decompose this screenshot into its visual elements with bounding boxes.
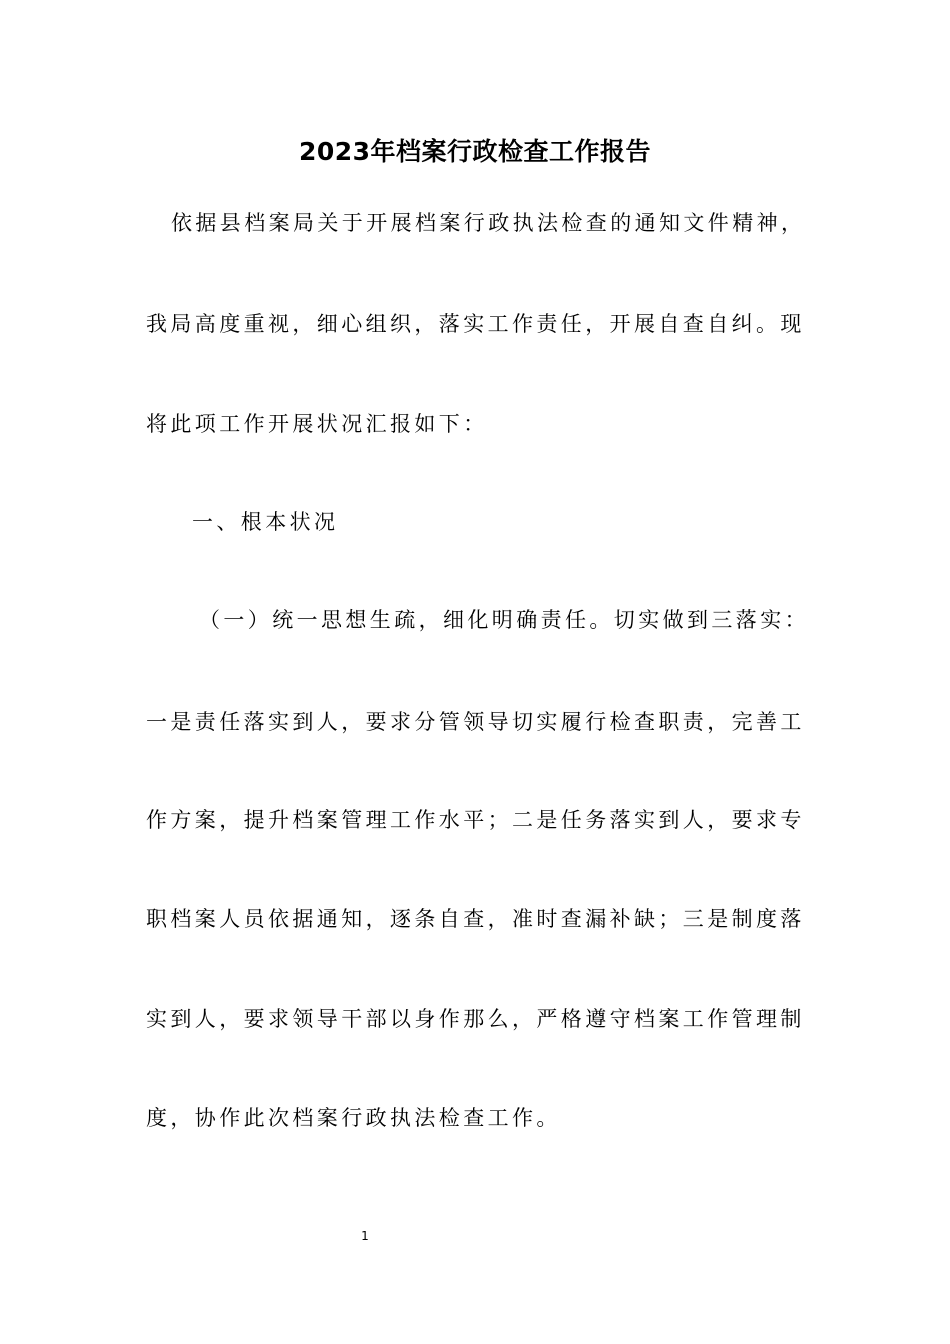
paragraph-line-8: 职档案人员依据通知，逐条自查，准时查漏补缺；三是制度落 — [146, 907, 805, 931]
subsection-heading-line: （一）统一思想生疏，细化明确责任。切实做到三落实： — [199, 608, 809, 632]
paragraph-line-9: 实到人，要求领导干部以身作那么，严格遵守档案工作管理制 — [146, 1007, 805, 1031]
section-heading: 一、根本状况 — [192, 510, 339, 534]
paragraph-line-10: 度，协作此次档案行政执法检查工作。 — [146, 1106, 561, 1130]
paragraph-line-1: 依据县档案局关于开展档案行政执法检查的通知文件精神， — [171, 211, 806, 235]
paragraph-line-3: 将此项工作开展状况汇报如下： — [146, 412, 488, 436]
document-title: 2023年档案行政检查工作报告 — [298, 137, 652, 166]
page-number: 1 — [361, 1229, 369, 1243]
paragraph-line-2: 我局高度重视，细心组织，落实工作责任，开展自查自纠。现 — [146, 312, 805, 336]
paragraph-line-6: 一是责任落实到人，要求分管领导切实履行检查职责，完善工 — [146, 710, 805, 734]
paragraph-line-7: 作方案，提升档案管理工作水平；二是任务落实到人，要求专 — [146, 808, 805, 832]
